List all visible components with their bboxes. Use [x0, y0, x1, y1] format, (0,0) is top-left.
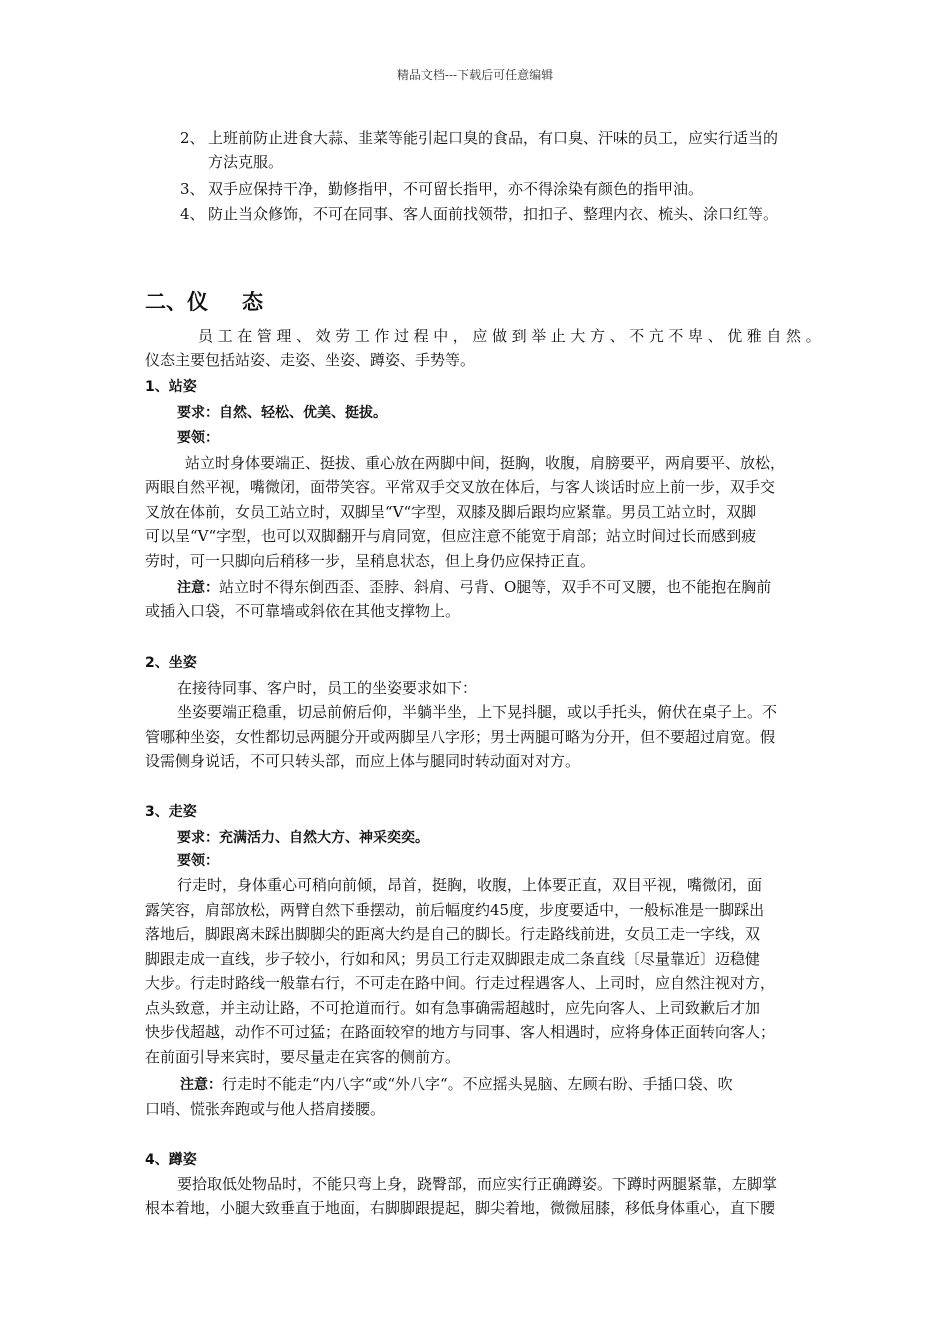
requirement-text: [177, 825, 429, 850]
paragraph-line: 脚跟走成一直线，步子较小，行如和风；男员工行走双脚跟走成二条直线〔尽量靠近〕迈稳健: [145, 950, 761, 968]
list-number: 2、: [180, 129, 205, 147]
requirement-text: 要求：自然、轻松、优美、挺拔。: [177, 405, 387, 421]
list-text: 上班前防止进食大蒜、韭菜等能引起口臭的食品，有口臭、汗味的员工，应实行适当的: [208, 129, 779, 147]
list-item: [180, 177, 703, 201]
paragraph-line: 根本着地，小腿大致垂直于地面，右脚脚跟提起，脚尖着地，微微屈膝，移低身体重心，直下腰: [145, 1199, 776, 1217]
paragraph-line: 坐姿要端正稳重，切忌前俯后仰，半躺半坐，上下晃抖腿，或以手托头，俯伏在桌子上。不: [177, 703, 778, 721]
paragraph-line: 落地后，脚跟离未踩出脚脚尖的距离大约是自己的脚长。行走路线前进，女员工走一字线，双: [145, 925, 761, 943]
note-text: 行走时不能走“内八字“或“外八字“。不应摇头晃脑、左顾右盼、手插口袋、吹: [222, 1075, 733, 1093]
section-title-part: 态: [242, 290, 263, 314]
subsection-heading: 4、蹲姿: [145, 1152, 197, 1168]
note-line: 或插入口袋，不可靠墙或斜依在其他支撑物上。: [145, 602, 461, 620]
page-header: 精品文档---下载后可任意编辑: [396, 68, 554, 82]
paragraph-line: 两眼自然平视，嘴微闭，面带笑容。平常双手交叉放在体后，与客人谈话时应上前一步，双手交: [145, 478, 776, 496]
paragraph-line: 点头致意，并主动让路，不可抢道而行。如有急事确需超越时，应先向客人、上司致歉后才加: [145, 999, 761, 1017]
subsection-heading: 2、坐姿: [145, 655, 197, 671]
note-line: [177, 575, 771, 600]
list-item: [180, 126, 778, 150]
paragraph-line: 管哪种坐姿，女性都切忌两腿分开或两脚呈八字形；男士两腿可略为分开，但不要超过肩宽。假: [145, 728, 776, 746]
paragraph-line: 露笑容，肩部放松，两臂自然下垂摆动，前后幅度约45度，步度要适中，一般标准是一脚踩出: [145, 901, 765, 919]
requirement-label: 要求：充满活力、自然大方、神采奕奕。: [177, 830, 429, 846]
paragraph-line: 大步。行走时路线一般靠右行，不可走在路中间。行走过程遇客人、上司时，应自然注视对方，: [145, 974, 776, 992]
note-line: 口哨、慌张奔跑或与他人搭肩搂腰。: [145, 1100, 386, 1118]
section-title: [145, 286, 263, 316]
paragraph-line: 可以呈“V“字型，也可以双脚翻开与肩同宽，但应注意不能宽于肩部；站立时间过长而感到疲: [145, 527, 757, 545]
note-label: 注意：: [177, 580, 219, 596]
note-text: 站立时不得东倒西歪、歪脖、斜肩、弓背、O腿等，双手不可叉腰，也不能抱在胸前: [219, 578, 772, 596]
list-item-continuation: 方法克服。: [208, 153, 284, 171]
note-line: [180, 1072, 733, 1097]
paragraph-line: 设需侧身说话，不可只转头部，而应上体与腿同时转动面对对方。: [145, 752, 581, 770]
list-item: [180, 202, 778, 226]
intro-line: 仪态主要包括站姿、走姿、坐姿、蹲姿、手势等。: [145, 351, 476, 369]
paragraph-line: 劳时，可一只脚向后稍移一步，呈稍息状态，但上身仍应保持正直。: [145, 552, 596, 570]
intro-line: 员工在管理、效劳工作过程中，应做到举止大方、不亢不卑、优雅自然。: [198, 327, 826, 345]
list-number: 4、: [180, 205, 205, 223]
paragraph-line: 要拾取低处物品时，不能只弯上身，跷臀部，而应实行正确蹲姿。下蹲时两腿紧靠，左脚掌: [177, 1175, 778, 1193]
list-text: 防止当众修饰，不可在同事、客人面前找领带，扣扣子、整理内衣、梳头、涂口红等。: [208, 205, 779, 223]
note-label: 注意：: [180, 1077, 222, 1093]
paragraph-line: 在前面引导来宾时，要尽量走在宾客的侧前方。: [145, 1048, 461, 1066]
key-points-label: 要领：: [177, 430, 219, 446]
list-text: 双手应保持干净，勤修指甲，不可留长指甲，亦不得涂染有颜色的指甲油。: [208, 180, 704, 198]
subsection-heading: 3、走姿: [145, 804, 197, 820]
paragraph-line: 在接待同事、客户时，员工的坐姿要求如下：: [177, 679, 478, 697]
section-title-part: 二、仪: [145, 290, 208, 314]
paragraph-line: 站立时身体要端正、挺拔、重心放在两脚中间，挺胸，收腹，肩膀要平，两肩要平、放松，: [185, 454, 786, 472]
key-points-label: 要领：: [177, 853, 219, 869]
paragraph-line: 行走时，身体重心可稍向前倾，昂首，挺胸，收腹，上体要正直，双目平视，嘴微闭，面: [177, 876, 763, 894]
subsection-heading: 1、站姿: [145, 379, 197, 395]
paragraph-line: 叉放在体前，女员工站立时，双脚呈“V“字型，双膝及脚后跟均应紧靠。男员工站立时，双脚: [145, 503, 757, 521]
paragraph-line: 快步伐超越，动作不可过猛；在路面较窄的地方与同事、客人相遇时，应将身体正面转向客人；: [145, 1023, 776, 1041]
list-number: 3、: [180, 180, 205, 198]
